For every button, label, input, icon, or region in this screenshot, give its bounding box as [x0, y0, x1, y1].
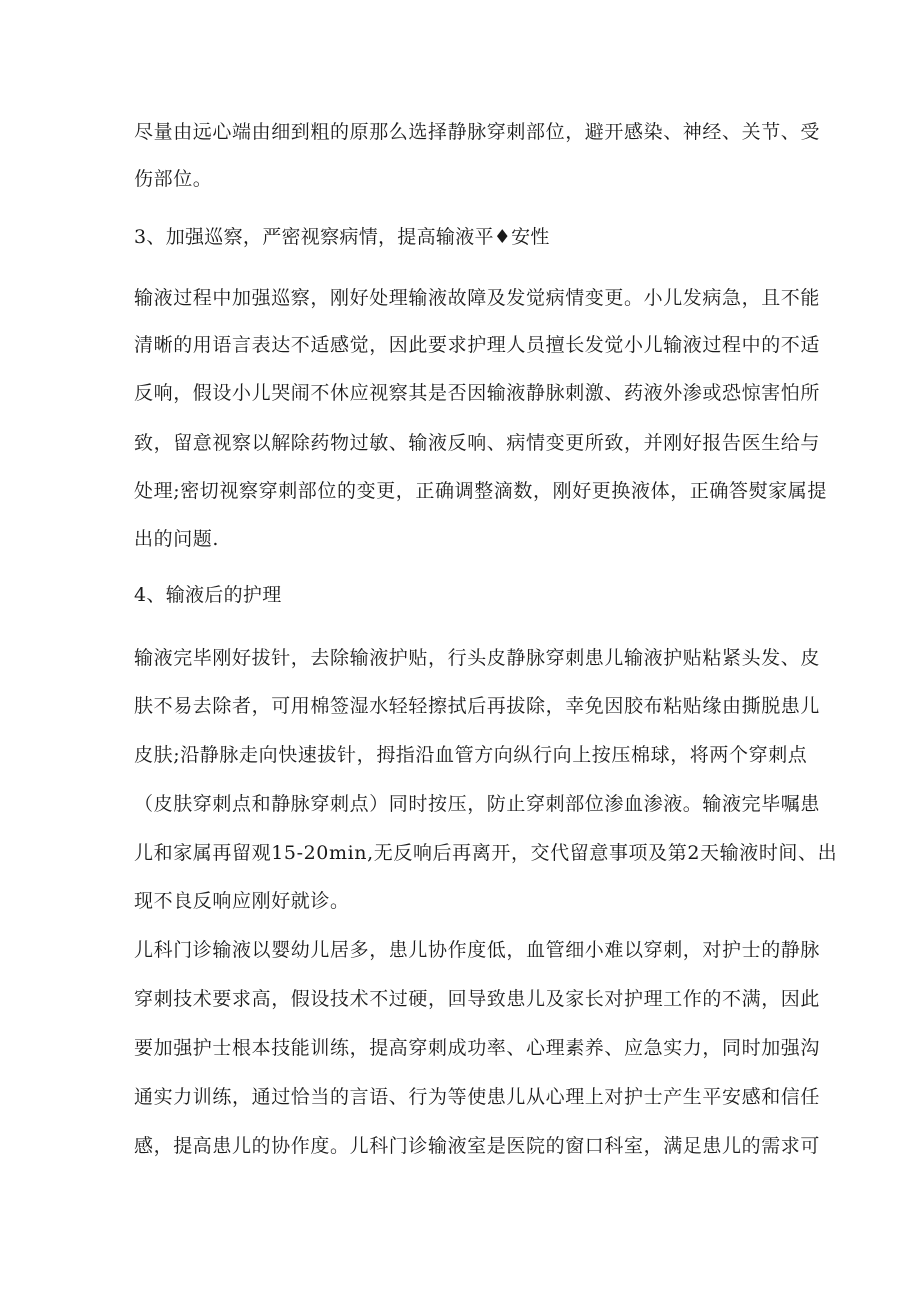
text-line: 肤不易去除者，可用棉签湿水轻轻擦拭后再拔除，幸免因胶布粘贴缘由撕脱患儿: [134, 695, 821, 717]
text-line: 要加强护士根本技能训练，提高穿刺成功率、心理素养、应急实力，同时加强沟: [134, 1037, 821, 1059]
text-line: 处理;密切视察穿刺部位的变更，正确调整滴数，刚好更换液体，正确答熨家属提: [134, 480, 828, 502]
text-line: 输液过程中加强巡察，刚好处理输液故障及发觉病情变更。小儿发病急，且不能: [134, 287, 821, 309]
text-line: 尽量由远心端由细到粗的原那么选择静脉穿刺部位，避开感染、神经、关节、受: [134, 121, 821, 143]
text-line: 通实力训练，通过恰当的言语、行为等使患儿从心理上对护士产生平安感和信任: [134, 1086, 821, 1108]
text-line: 儿和家属再留观15-20min,无反响后再离开，交代留意事项及第2天输液时间、出: [134, 842, 838, 864]
text-line: 伤部位。: [134, 168, 213, 190]
text-line: 清晰的用语言表达不适感觉，因此要求护理人员擅长发觉小儿输液过程中的不适: [134, 334, 821, 356]
text-line: 现不良反响应刚好就诊。: [134, 890, 350, 912]
section-heading-4: 4、输液后的护理: [134, 584, 282, 606]
text-line: 反响，假设小儿哭闹不休应视察其是否因输液静脉刺激、药液外渗或恐惊害怕所: [134, 382, 821, 404]
text-line: 致，留意视察以解除药物过敏、输液反响、病情变更所致，并刚好报告医生给与: [134, 432, 821, 454]
text-line: 穿刺技术要求高，假设技术不过硬，回导致患儿及家长对护理工作的不满，因此: [134, 988, 821, 1010]
text-line: 感，提高患儿的协作度。儿科门诊输液室是医院的窗口科室，满足患儿的需求可: [134, 1135, 821, 1157]
text-line: 出的问题.: [134, 528, 220, 550]
text-line: 皮肤;沿静脉走向快速拔针，拇指沿血管方向纵行向上按压棉球，将两个穿刺点: [134, 744, 808, 766]
text-line: 输液完毕刚好拔针，去除输液护贴，行头皮静脉穿刺患儿输液护贴粘紧头发、皮: [134, 647, 821, 669]
section-heading-3: 3、加强巡察，严密视察病情，提高输液平♦安性: [134, 226, 550, 248]
text-line: （皮肤穿刺点和静脉穿刺点）同时按压，防止穿刺部位渗血渗液。输液完毕嘱患: [134, 793, 821, 815]
text-line: 儿科门诊输液以婴幼儿居多，患儿协作度低，血管细小难以穿刺，对护士的静脉: [134, 939, 821, 961]
